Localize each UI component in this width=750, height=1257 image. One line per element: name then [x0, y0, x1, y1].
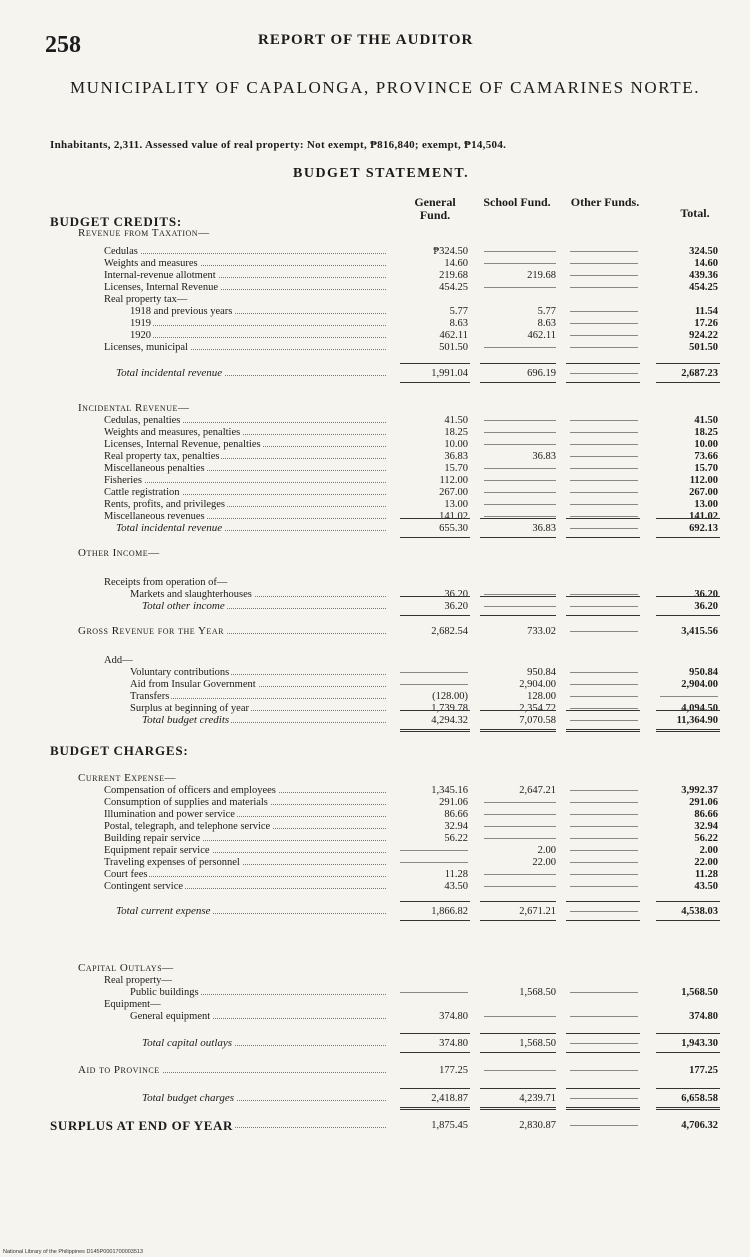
- table-row: [0, 785, 750, 796]
- general-fund-cell: 8.63: [449, 318, 468, 329]
- table-row: [0, 318, 750, 329]
- general-fund-cell: 5.77: [449, 306, 468, 317]
- total-cell: 73.66: [694, 451, 718, 462]
- total-cell: 2.00: [699, 845, 718, 856]
- row-label: Total incidental revenue: [116, 368, 388, 379]
- table-row: [0, 987, 750, 998]
- total-cell: 2,904.00: [681, 679, 718, 690]
- total-cell: 11.28: [694, 869, 718, 880]
- general-fund-cell: 2,682.54: [431, 626, 468, 637]
- total-row: [0, 1093, 750, 1104]
- row-label: Capital Outlays—: [78, 963, 174, 974]
- total-cell: 374.80: [689, 1011, 718, 1022]
- rule-line: [656, 920, 720, 921]
- total-cell: 439.36: [689, 270, 718, 281]
- school-fund-cell: 2,354.72: [519, 703, 556, 714]
- row-label: Illumination and power service: [104, 809, 388, 820]
- general-fund-cell: 1,991.04: [431, 368, 468, 379]
- total-cell: 2,687.23: [681, 368, 718, 379]
- rule-line: [480, 363, 556, 364]
- total-cell: 11.54: [694, 306, 718, 317]
- rule-line: [656, 710, 720, 711]
- table-row: [0, 294, 750, 305]
- rule-line: [480, 1033, 556, 1034]
- running-head: REPORT OF THE AUDITOR: [258, 32, 474, 48]
- total-row: [0, 601, 750, 612]
- school-fund-cell: 22.00: [532, 857, 556, 868]
- total-cell: 36.20: [694, 589, 718, 600]
- table-row: [0, 667, 750, 678]
- general-fund-cell: 41.50: [444, 415, 468, 426]
- total-cell: 36.20: [694, 601, 718, 612]
- row-label: Total budget charges: [142, 1093, 388, 1104]
- total-cell: 3,992.37: [681, 785, 718, 796]
- table-row: [0, 246, 750, 257]
- rule-line: [480, 537, 556, 538]
- total-cell: 112.00: [689, 475, 718, 486]
- table-row: [0, 511, 750, 522]
- table-row: [0, 330, 750, 341]
- school-fund-cell: 36.83: [532, 523, 556, 534]
- rule-line: [400, 901, 470, 902]
- row-label: Fisheries: [104, 475, 388, 486]
- general-fund-cell: 10.00: [444, 439, 468, 450]
- general-fund-cell: 43.50: [444, 881, 468, 892]
- table-row: [0, 427, 750, 438]
- table-row: [0, 589, 750, 600]
- table-row: [0, 845, 750, 856]
- total-cell: 924.22: [689, 330, 718, 341]
- table-row: [0, 999, 750, 1010]
- row-label: General equipment: [130, 1011, 388, 1022]
- row-label: BUDGET CHARGES:: [50, 745, 189, 756]
- table-row: [0, 548, 750, 559]
- row-label: Real property tax—: [104, 294, 188, 305]
- statement-title: BUDGET STATEMENT.: [293, 166, 470, 181]
- school-fund-cell: 36.83: [532, 451, 556, 462]
- rule-line: [566, 901, 640, 902]
- general-fund-cell: 4,294.32: [431, 715, 468, 726]
- rule-line: [400, 537, 470, 538]
- total-cell: 10.00: [694, 439, 718, 450]
- table-row: [0, 216, 750, 227]
- row-label: Receipts from operation of—: [104, 577, 228, 588]
- row-label: Cattle registration: [104, 487, 388, 498]
- total-cell: 324.50: [689, 246, 718, 257]
- row-label: Rents, profits, and privileges: [104, 499, 388, 510]
- table-row: [0, 282, 750, 293]
- table-row: [0, 691, 750, 702]
- table-row: [0, 963, 750, 974]
- school-fund-cell: 696.19: [527, 368, 556, 379]
- table-row: [0, 881, 750, 892]
- school-fund-cell: 2,830.87: [519, 1120, 556, 1131]
- total-cell: 177.25: [689, 1065, 718, 1076]
- row-label: Total current expense: [116, 906, 388, 917]
- table-row: [0, 797, 750, 808]
- rule-line: [480, 710, 556, 711]
- general-fund-cell: 1,739.78: [431, 703, 468, 714]
- rule-line: [480, 382, 556, 383]
- general-fund-cell: 267.00: [439, 487, 468, 498]
- rule-line: [656, 1052, 720, 1053]
- general-fund-cell: 2,418.87: [431, 1093, 468, 1104]
- rule-line: [400, 729, 470, 732]
- row-label: SURPLUS AT END OF YEAR: [50, 1120, 388, 1131]
- total-cell: 692.13: [689, 523, 718, 534]
- row-label: Markets and slaughterhouses: [130, 589, 388, 600]
- row-label: Gross Revenue for the Year: [78, 626, 388, 637]
- rule-line: [480, 1107, 556, 1110]
- table-row: [0, 439, 750, 450]
- rule-line: [566, 537, 640, 538]
- row-label: Equipment repair service: [104, 845, 388, 856]
- total-cell: 1,568.50: [681, 987, 718, 998]
- total-row: [0, 523, 750, 534]
- footer-credit: National Library of the Philippines D145P0001700003513: [3, 1249, 144, 1255]
- general-fund-cell: 18.25: [444, 427, 468, 438]
- row-label: Miscellaneous penalties: [104, 463, 388, 474]
- total-cell: 6,658.58: [681, 1093, 718, 1104]
- school-fund-cell: 1,568.50: [519, 987, 556, 998]
- table-row: [0, 258, 750, 269]
- general-fund-cell: 1,866.82: [431, 906, 468, 917]
- table-row: [0, 655, 750, 666]
- row-label: Traveling expenses of personnel: [104, 857, 388, 868]
- row-label: Contingent service: [104, 881, 388, 892]
- rule-line: [400, 1107, 470, 1110]
- row-label: Consumption of supplies and materials: [104, 797, 388, 808]
- general-fund-cell: 13.00: [444, 499, 468, 510]
- total-row: [0, 715, 750, 726]
- general-fund-cell: 501.50: [439, 342, 468, 353]
- row-label: Postal, telegraph, and telephone service: [104, 821, 388, 832]
- rule-line: [566, 920, 640, 921]
- general-fund-cell: 141.02: [439, 511, 468, 522]
- rule-line: [566, 1033, 640, 1034]
- row-label: 1918 and previous years: [130, 306, 388, 317]
- school-fund-cell: 2.00: [537, 845, 556, 856]
- rule-line: [566, 729, 640, 732]
- school-fund-cell: 950.84: [527, 667, 556, 678]
- rule-line: [400, 518, 470, 519]
- total-cell: 22.00: [694, 857, 718, 868]
- rule-line: [400, 382, 470, 383]
- rule-line: [400, 363, 470, 364]
- school-fund-cell: 128.00: [527, 691, 556, 702]
- school-fund-cell: 2,904.00: [519, 679, 556, 690]
- table-row: [0, 475, 750, 486]
- general-fund-cell: ₱324.50: [433, 246, 468, 257]
- total-cell: 11,364.90: [676, 715, 718, 726]
- row-label: Licenses, municipal: [104, 342, 388, 353]
- row-label: Weights and measures, penalties: [104, 427, 388, 438]
- school-fund-cell: 5.77: [537, 306, 556, 317]
- row-label: Current Expense—: [78, 773, 177, 784]
- general-fund-cell: 36.20: [444, 601, 468, 612]
- rule-line: [566, 382, 640, 383]
- row-label: Total incidental revenue: [116, 523, 388, 534]
- table-row: [0, 821, 750, 832]
- general-fund-cell: 14.60: [444, 258, 468, 269]
- rule-line: [566, 1052, 640, 1053]
- row-label: BUDGET CREDITS:: [50, 216, 183, 227]
- rule-line: [656, 363, 720, 364]
- general-fund-cell: (128.00): [432, 691, 468, 702]
- general-fund-cell: 1,345.16: [431, 785, 468, 796]
- total-cell: 56.22: [694, 833, 718, 844]
- row-label: Public buildings: [130, 987, 388, 998]
- table-row: [0, 487, 750, 498]
- rule-line: [400, 615, 470, 616]
- general-fund-cell: 454.25: [439, 282, 468, 293]
- rule-line: [400, 710, 470, 711]
- table-row: [0, 1065, 750, 1076]
- table-row: [0, 463, 750, 474]
- table-row: [0, 577, 750, 588]
- table-row: [0, 869, 750, 880]
- rule-line: [656, 596, 720, 597]
- rule-line: [400, 1033, 470, 1034]
- total-row: [0, 368, 750, 379]
- row-label: Incidental Revenue—: [78, 403, 190, 414]
- rule-line: [656, 1107, 720, 1110]
- column-header-school: School Fund.: [483, 195, 551, 209]
- total-cell: 454.25: [689, 282, 718, 293]
- table-row: [0, 451, 750, 462]
- row-label: Aid to Province: [78, 1065, 388, 1076]
- general-fund-cell: 462.11: [439, 330, 468, 341]
- row-label: Surplus at beginning of year: [130, 703, 388, 714]
- row-label: Aid from Insular Government: [130, 679, 388, 690]
- table-row: [0, 415, 750, 426]
- row-label: Court fees: [104, 869, 388, 880]
- table-row: [0, 833, 750, 844]
- row-label: Total capital outlays: [142, 1038, 388, 1049]
- page-title: MUNICIPALITY OF CAPALONGA, PROVINCE OF CAMARINES NORTE.: [69, 78, 701, 97]
- general-fund-cell: 15.70: [444, 463, 468, 474]
- total-cell: 141.02: [689, 511, 718, 522]
- school-fund-cell: 733.02: [527, 626, 556, 637]
- rule-line: [480, 596, 556, 597]
- rule-line: [656, 615, 720, 616]
- school-fund-cell: 1,568.50: [519, 1038, 556, 1049]
- total-cell: 267.00: [689, 487, 718, 498]
- table-row: [0, 857, 750, 868]
- school-fund-cell: 4,239.71: [519, 1093, 556, 1104]
- general-fund-cell: 177.25: [439, 1065, 468, 1076]
- row-label: Revenue from Taxation—: [78, 228, 210, 239]
- total-cell: 43.50: [694, 881, 718, 892]
- row-label: Other Income—: [78, 548, 160, 559]
- rule-line: [566, 596, 640, 597]
- table-row: [0, 403, 750, 414]
- row-label: Real property—: [104, 975, 172, 986]
- school-fund-cell: 2,647.21: [519, 785, 556, 796]
- rule-line: [566, 518, 640, 519]
- table-row: [0, 228, 750, 239]
- row-label: Licenses, Internal Revenue: [104, 282, 388, 293]
- table-row: [0, 270, 750, 281]
- school-fund-cell: 7,070.58: [519, 715, 556, 726]
- table-row: [0, 342, 750, 353]
- table-row: [0, 773, 750, 784]
- rule-line: [480, 920, 556, 921]
- table-row: [0, 499, 750, 510]
- row-label: Building repair service: [104, 833, 388, 844]
- total-cell: 15.70: [694, 463, 718, 474]
- rule-line: [566, 363, 640, 364]
- rule-line: [480, 518, 556, 519]
- general-fund-cell: 112.00: [439, 475, 468, 486]
- general-fund-cell: 11.28: [444, 869, 468, 880]
- total-cell: 4,706.32: [681, 1120, 718, 1131]
- school-fund-cell: 2,671.21: [519, 906, 556, 917]
- rule-line: [480, 729, 556, 732]
- row-label: Add—: [104, 655, 133, 666]
- general-fund-cell: 374.80: [439, 1011, 468, 1022]
- table-row: [0, 809, 750, 820]
- general-fund-cell: 86.66: [444, 809, 468, 820]
- total-cell: 18.25: [694, 427, 718, 438]
- total-cell: 950.84: [689, 667, 718, 678]
- total-row: [0, 1038, 750, 1049]
- rule-line: [656, 729, 720, 732]
- total-row: [0, 906, 750, 917]
- school-fund-cell: 8.63: [537, 318, 556, 329]
- general-fund-cell: 36.20: [444, 589, 468, 600]
- total-cell: 14.60: [694, 258, 718, 269]
- general-fund-cell: 655.30: [439, 523, 468, 534]
- general-fund-cell: 1,875.45: [431, 1120, 468, 1131]
- rule-line: [480, 1052, 556, 1053]
- row-label: 1919: [130, 318, 388, 329]
- column-header-general: General Fund.: [414, 195, 456, 222]
- table-row: [0, 703, 750, 714]
- general-fund-cell: 36.83: [444, 451, 468, 462]
- total-cell: 13.00: [694, 499, 718, 510]
- row-label: Compensation of officers and employees: [104, 785, 388, 796]
- total-cell: 501.50: [689, 342, 718, 353]
- row-label: 1920: [130, 330, 388, 341]
- table-row: [0, 1011, 750, 1022]
- rule-line: [480, 1088, 556, 1089]
- rule-line: [480, 901, 556, 902]
- table-row: [0, 626, 750, 637]
- general-fund-cell: 32.94: [444, 821, 468, 832]
- total-cell: 86.66: [694, 809, 718, 820]
- row-label: Transfers: [130, 691, 388, 702]
- total-cell: 291.06: [689, 797, 718, 808]
- school-fund-cell: 462.11: [527, 330, 556, 341]
- row-label: Total other income: [142, 601, 388, 612]
- table-row: [0, 306, 750, 317]
- rule-line: [480, 615, 556, 616]
- rule-line: [400, 920, 470, 921]
- rule-line: [656, 518, 720, 519]
- rule-line: [656, 1088, 720, 1089]
- total-cell: 3,415.56: [681, 626, 718, 637]
- row-label: Cedulas, penalties: [104, 415, 388, 426]
- rule-line: [400, 1088, 470, 1089]
- rule-line: [656, 1033, 720, 1034]
- row-label: Miscellaneous revenues: [104, 511, 388, 522]
- general-fund-cell: 56.22: [444, 833, 468, 844]
- row-label: Weights and measures: [104, 258, 388, 269]
- table-row: [0, 745, 750, 756]
- total-cell: 4,538.03: [681, 906, 718, 917]
- rule-line: [566, 615, 640, 616]
- rule-line: [566, 710, 640, 711]
- rule-line: [400, 596, 470, 597]
- row-label: Cedulas: [104, 246, 388, 257]
- table-row: [0, 975, 750, 986]
- total-cell: 17.26: [694, 318, 718, 329]
- row-label: Real property tax, penalties: [104, 451, 388, 462]
- rule-line: [656, 901, 720, 902]
- rule-line: [400, 1052, 470, 1053]
- row-label: Licenses, Internal Revenue, penalties: [104, 439, 388, 450]
- total-cell: 1,943.30: [681, 1038, 718, 1049]
- column-header-other: Other Funds.: [570, 195, 640, 209]
- rule-line: [566, 1088, 640, 1089]
- page-number: 258: [45, 32, 81, 58]
- general-fund-cell: 291.06: [439, 797, 468, 808]
- rule-line: [566, 1107, 640, 1110]
- row-label: Equipment—: [104, 999, 161, 1010]
- rule-line: [656, 537, 720, 538]
- total-row: [0, 1120, 750, 1131]
- total-cell: 4,094.50: [681, 703, 718, 714]
- row-label: Voluntary contributions: [130, 667, 388, 678]
- intro-line: Inhabitants, 2,311. Assessed value of real property: Not exempt, ₱816,840; exempt, ₱14,504.: [50, 139, 507, 151]
- general-fund-cell: 219.68: [439, 270, 468, 281]
- table-row: [0, 679, 750, 690]
- school-fund-cell: 219.68: [527, 270, 556, 281]
- row-label: Total budget credits: [142, 715, 388, 726]
- total-cell: 41.50: [694, 415, 718, 426]
- row-label: Internal-revenue allotment: [104, 270, 388, 281]
- column-header-total: Total.: [680, 206, 710, 220]
- general-fund-cell: 374.80: [439, 1038, 468, 1049]
- total-cell: 32.94: [694, 821, 718, 832]
- rule-line: [656, 382, 720, 383]
